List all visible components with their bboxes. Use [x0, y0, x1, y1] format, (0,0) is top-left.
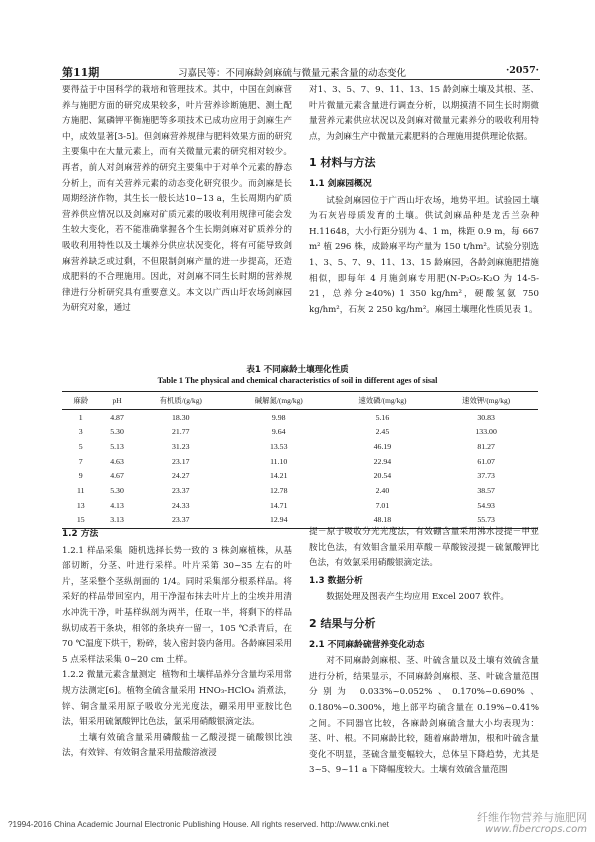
section-heading: 2 结果与分析 [309, 616, 376, 630]
table-row [62, 483, 538, 498]
right-column-top [309, 83, 539, 318]
table-cell: 54.93 [477, 500, 495, 510]
issue-number: 第11期 [62, 66, 100, 79]
table-cell: 23.37 [135, 513, 227, 528]
table-cell: 18.30 [171, 412, 190, 422]
table-caption-en: Table 1 The physical and chemical characteristics of soil in different ages of sisal [157, 376, 438, 385]
table-cell: 3 [78, 427, 83, 437]
table-cell: 24.33 [171, 500, 190, 510]
table-caption-cn: 表1 不同麻龄土壤理化性质 [246, 365, 349, 375]
table-cell: 11.10 [270, 456, 288, 466]
table-cell: 13 [76, 500, 85, 510]
table-cell: 5.30 [110, 486, 124, 496]
table-cell: 7 [78, 456, 83, 466]
table-cell: 133.00 [475, 427, 497, 437]
table-header-row [62, 392, 538, 410]
paragraph: 提－原子吸收分光光度法，有效硼含量采用沸水浸提－甲亚胺比色法，有效钼含量采用草酸－草酸铵浸提－硫氰酸钾比色法，有效氯采用硝酸银滴定法。 [309, 527, 539, 569]
table-cell: 3.13 [99, 513, 134, 528]
column-header: pH [99, 392, 134, 410]
table-cell: 2.40 [375, 486, 390, 496]
column-header: 速效钾/(mg/kg) [434, 392, 538, 410]
table-row [62, 469, 538, 484]
subsection-heading: 1.2 方法 [62, 529, 99, 539]
table-cell: 7.01 [375, 500, 390, 510]
table-cell: 12.78 [269, 486, 288, 496]
table-cell: 48.18 [331, 513, 435, 528]
paragraph: 要得益于中国科学的栽培和管理技术。其中，中国在剑麻营养与施肥方面的研究成果较多，叶片营养诊断施肥、测土配方施肥、氮磷钾平衡施肥等多项技术已成功应用于剑麻生产中，成效显著[3-5]。但剑麻营养规律与肥料效果方面的研究主要集中在大量元素上，而有关微量元素的研究相对较少。再者，前人对剑麻营养的研究主要集中于对单个元素的静态分析上，而有关营养元素的动态变化研究很少。而剑麻是长周期经济作物，其生长一般长达10~13 a，生长周期内矿质营养供应情况以及剑麻对矿质元素的吸收利用规律可能会发生较大变化，若不能准确掌握各个生长期剑麻对矿质养分的吸收利用特性以及土壤养分供应状况变化，将有可能导致剑麻营养缺乏或过剩，不但限制剑麻产量的进一步提高，还造成肥料的不合理施用。因此，对剑麻不同生长时期的营养规律进行分析研究具有重要意义。本文以广西山圩农场剑麻园为研究对象，通过 [62, 85, 292, 314]
table-row [62, 410, 538, 425]
table-cell: 15 [62, 513, 99, 528]
table-row [62, 425, 538, 440]
running-title: 习嘉民等：不同麻龄剑麻硫与微量元素含量的动态变化 [178, 68, 407, 79]
subsubsection-heading: 1.2.2 微量元素含量测定 [62, 670, 157, 681]
table-cell: 22.94 [373, 456, 392, 466]
subsection-heading: 2.1 不同麻龄硫营养变化动态 [309, 639, 425, 650]
section-heading: 1 材料与方法 [309, 156, 376, 170]
table-cell: 31.23 [171, 441, 190, 451]
paragraph: 土壤有效硫含量采用磷酸盐－乙酸浸提－硫酸钡比浊法，有效锌、有效铜含量采用盐酸溶液浸 [62, 732, 292, 759]
header-rule [60, 79, 540, 80]
paragraph: 试验剑麻园位于广西山圩农场，地势平坦。试验园土壤为石灰岩母质发育的土壤。供试剑麻品种是龙舌兰杂种 H.11648，大小行距分别为 4、1 m，株距 0.9 m，每 667 m² 植 296 株，成龄麻平均产量为 150 t/hm²。试验分别选 1、3、5、7、9、11、13、15 龄麻园，各龄剑麻施肥措施相似，即每年 4 月施剑麻专用肥(N-P₂O₅-K₂O 为 14-5-21，总养分≥40%) 1 350 kg/hm²，硬酸氢氨 750 kg/hm²，石灰 2 250 kg/hm²。麻园土壤理化性质见表 1。 [309, 195, 539, 315]
table-cell: 2.45 [375, 427, 390, 437]
table-cell: 13.53 [269, 441, 288, 451]
table-cell: 9 [78, 471, 83, 481]
subsubsection-heading: 1.2.1 样品采集 [62, 545, 123, 556]
column-header: 速效磷/(mg/kg) [331, 392, 435, 410]
table-cell: 23.37 [171, 486, 190, 496]
table-cell: 55.73 [434, 513, 538, 528]
table-cell: 1 [78, 412, 83, 422]
table-cell: 4.13 [110, 500, 124, 510]
table-cell: 5.16 [375, 412, 390, 422]
watermark-url: www.fibercrops.com [485, 824, 587, 835]
table-cell: 23.17 [171, 456, 190, 466]
page-number: ·2057· [505, 65, 539, 76]
table-row [62, 498, 538, 513]
table-cell: 21.77 [171, 427, 190, 437]
table-row [62, 454, 538, 469]
table-cell: 38.57 [477, 486, 495, 496]
table-body [62, 410, 538, 529]
table-cell: 14.21 [269, 471, 288, 481]
paragraph: 对1、3、5、7、9、11、13、15 龄剑麻土壤及其根、茎、叶片微量元素含量进行调查分析，以期摸清不同生长时期微量营养元素供应状况以及剑麻对微量元素养分的吸收利用特点，为剑麻生产中微量元素肥料的合理施用提供理论依据。 [309, 85, 539, 142]
table-cell: 37.73 [477, 471, 495, 481]
column-header: 麻龄 [62, 392, 99, 410]
watermark [477, 812, 587, 836]
left-column-top [62, 83, 292, 317]
table-cell: 12.94 [227, 513, 331, 528]
table-cell: 30.83 [477, 412, 495, 422]
table-cell: 24.27 [171, 471, 190, 481]
watermark-text: 纤维作物营养与施肥网 [477, 811, 587, 824]
subsection-heading: 1.3 数据分析 [309, 575, 363, 586]
soil-properties-table [62, 391, 538, 529]
left-column-bottom [62, 525, 292, 762]
paragraph: 数据处理及图表产生均应用 Excel 2007 软件。 [326, 592, 509, 603]
table-cell: 81.27 [477, 441, 495, 451]
table-cell: 4.87 [110, 412, 124, 422]
column-header: 有机质/(g/kg) [135, 392, 227, 410]
table-cell: 20.54 [373, 471, 392, 481]
table-cell: 46.19 [373, 441, 392, 451]
table-row [62, 439, 538, 454]
table-cell: 9.98 [271, 412, 286, 422]
table-cell: 11 [76, 486, 85, 496]
paragraph: 随机选择长势一致的 3 株剑麻植株，从基部切断，分茎、叶进行采样。叶片采第 30~35 左右的叶片，茎采整个茎纵剖面的 1/4。同时采集部分根系样品。将采好的样品带回室内，用干净湿布抹去叶片上的尘埃并用清水冲洗干净，叶基样纵剖为两半，任取一半，将剩下的样品纵切成若干条块，相邻的条块弃一留一，105 ℃杀青后，在 70 ℃温度下烘干，粉碎，装入密封袋内备用。各龄麻园采用 5 点采样法采集 0~20 cm 土样。 [62, 545, 293, 665]
table-cell: 14.71 [269, 500, 288, 510]
copyright-footer: ?1994-2016 China Academic Journal Electronic Publishing House. All rights reserved. http://www.cnki.net [8, 820, 389, 829]
table-cell: 9.64 [271, 427, 286, 437]
right-column-bottom [309, 525, 539, 779]
column-header: 碱解氮/(mg/kg) [227, 392, 331, 410]
table-cell: 5.30 [110, 427, 124, 437]
paragraph: 植物和土壤样品养分含量均采用常规方法测定[6]。植物全硫含量采用 HNO₃-HClO₄ 消煮法，锌、铜含量采用原子吸收分光光度法，硼采用甲亚胺比色法，钼采用硫氰酸钾比色法，氯采用硝酸银滴定法。 [62, 670, 292, 728]
table-cell: 4.63 [110, 456, 124, 466]
table-cell: 61.07 [477, 456, 495, 466]
table-cell: 5 [78, 441, 83, 451]
subsection-heading: 1.1 剑麻园概况 [309, 178, 372, 189]
paragraph: 对不同麻龄剑麻根、茎、叶硫含量以及土壤有效硫含量进行分析，结果显示，不同麻龄剑麻根、茎、叶硫含量范围分别为 0.033%~0.052%、0.170%~0.690%、0.180%~0.300%，地上部平均硫含量在 0.19%~0.41%之间。不同器官比较，各麻龄剑麻硫含量大小均表现为：茎、叶、根。不同麻龄比较，随着麻龄增加，根和叶硫含量变化不明显，茎硫含量变幅较大，总体呈下降趋势，尤其是 3~5、9~11 a 下降幅度较大。土壤有效硫含量范围 [309, 656, 539, 776]
table-cell: 5.13 [110, 441, 124, 451]
table-cell: 4.67 [110, 471, 124, 481]
